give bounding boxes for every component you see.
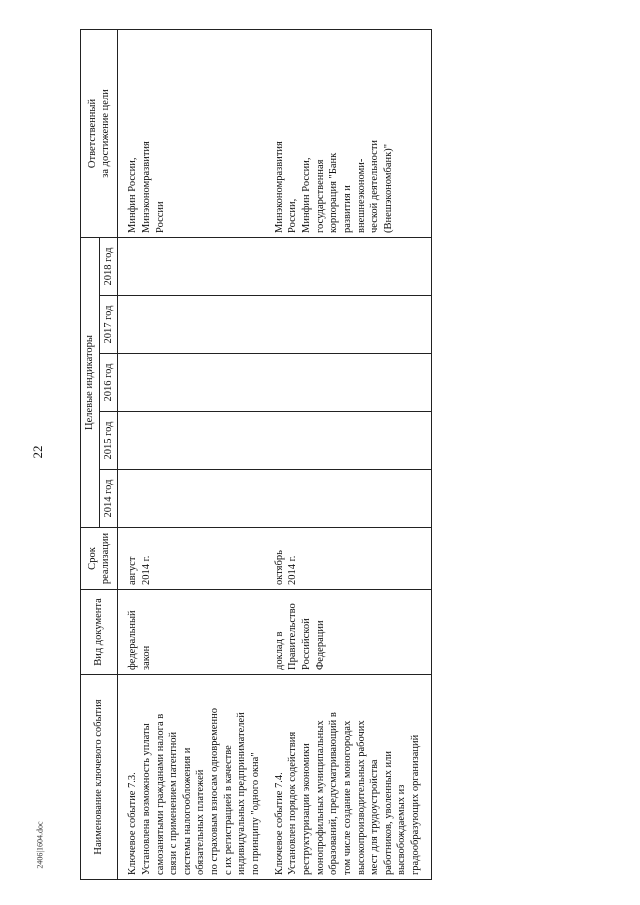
event-cell [124,675,264,880]
doc-line: доклад в [273,631,285,670]
event-line: с их регистрацией в качестве [222,745,234,875]
indicator-2017-cell [124,296,264,354]
header-row [81,30,100,880]
header-event-name: Наименование ключевого события [81,675,118,880]
header-year-2018: 2018 год [99,238,118,296]
event-line: Установлена возможность уплаты [140,723,152,875]
responsible-line: корпорация "Банк [328,152,340,233]
event-line: по страховым взносам одновременно [209,708,221,875]
header-year-2016: 2016 год [99,354,118,412]
event-line: Установлен порядок содействия [287,731,299,875]
responsible-line: развития и [341,185,353,233]
term-line: август [127,556,139,585]
header-doc-type: Вид документа [81,590,118,675]
term-cell [124,528,264,590]
event-line: работников, уволенных или [382,750,394,875]
indicator-2016-cell [271,354,425,412]
term-line: 2014 г. [287,555,299,585]
responsible-line: Минэкономразвития [140,141,152,233]
event-line: образований, предусматривающий в [328,712,340,875]
table-row [124,30,264,880]
header-term [81,528,118,590]
event-line: мест для трудоустройства [369,759,381,875]
event-line: самозанятыми гражданами налога в [154,713,166,875]
event-line: обязательных платежей [195,769,207,875]
header-indicators: Целевые индикаторы [81,238,100,528]
header-responsible [81,30,118,238]
indicator-2014-cell [271,470,425,528]
key-events-table [80,29,432,880]
event-line: по принципу "одного окна" [250,752,262,875]
event-line: высвобождаемых из [396,784,408,875]
indicator-2016-cell [124,354,264,412]
event-line: Ключевое событие 7.3. [127,772,139,875]
doc-line: Правительство [287,603,299,670]
indicator-2014-cell [124,470,264,528]
header-year-2015: 2015 год [99,412,118,470]
responsible-cell [124,30,264,238]
footer-file-code: 2406|1604.doc [35,821,45,869]
responsible-line: (Внешэкономбанк)" [382,143,394,233]
header-responsible-line2: за достижение цели [100,89,112,178]
responsible-line: государственная [314,159,326,233]
indicator-2018-cell [271,238,425,296]
responsible-line: Минфин России, [127,157,139,233]
responsible-line: внешнеэкономи- [355,158,367,233]
responsible-line: Минэкономразвития [273,141,285,233]
event-cell [271,675,425,880]
table-row [271,30,425,880]
doc-line: федеральный [127,610,139,670]
page-number: 22 [30,445,45,459]
event-line: индивидуальных предпринимателей [236,712,248,875]
bottom-spacer-row [425,30,432,880]
responsible-line: ческой деятельности [369,139,381,233]
event-line: монопрофильных муниципальных [314,720,326,875]
doc-line: Российской [300,618,312,670]
landscape-table-frame [80,30,580,880]
term-line: октябрь [273,550,285,585]
header-year-2014: 2014 год [99,470,118,528]
header-term-line2: реализации [100,532,112,585]
indicator-2017-cell [271,296,425,354]
term-cell [271,528,425,590]
event-line: реструктуризации экономики [300,743,312,875]
event-line: высокопроизводительных рабочих [355,720,367,875]
event-line: системы налогообложения и [181,747,193,875]
doc-line: Федерации [314,620,326,670]
responsible-line: России [154,201,166,233]
doc-type-cell [271,590,425,675]
header-term-line1: Срок [86,547,98,570]
indicator-2018-cell [124,238,264,296]
responsible-line: России, [287,198,299,233]
responsible-cell [271,30,425,238]
responsible-line: Минфин России, [300,157,312,233]
event-line: связи с применением патентной [168,731,180,875]
rotated-table-container [80,30,580,880]
term-line: 2014 г. [140,555,152,585]
event-line: Ключевое событие 7.4. [273,772,285,875]
indicator-2015-cell [124,412,264,470]
header-responsible-line1: Ответственный [86,98,98,169]
event-line: градообразующих организаций [410,734,422,875]
header-year-2017: 2017 год [99,296,118,354]
indicator-2015-cell [271,412,425,470]
doc-line: закон [140,645,152,670]
event-line: том числе создание в моногородах [341,720,353,875]
doc-type-cell [124,590,264,675]
